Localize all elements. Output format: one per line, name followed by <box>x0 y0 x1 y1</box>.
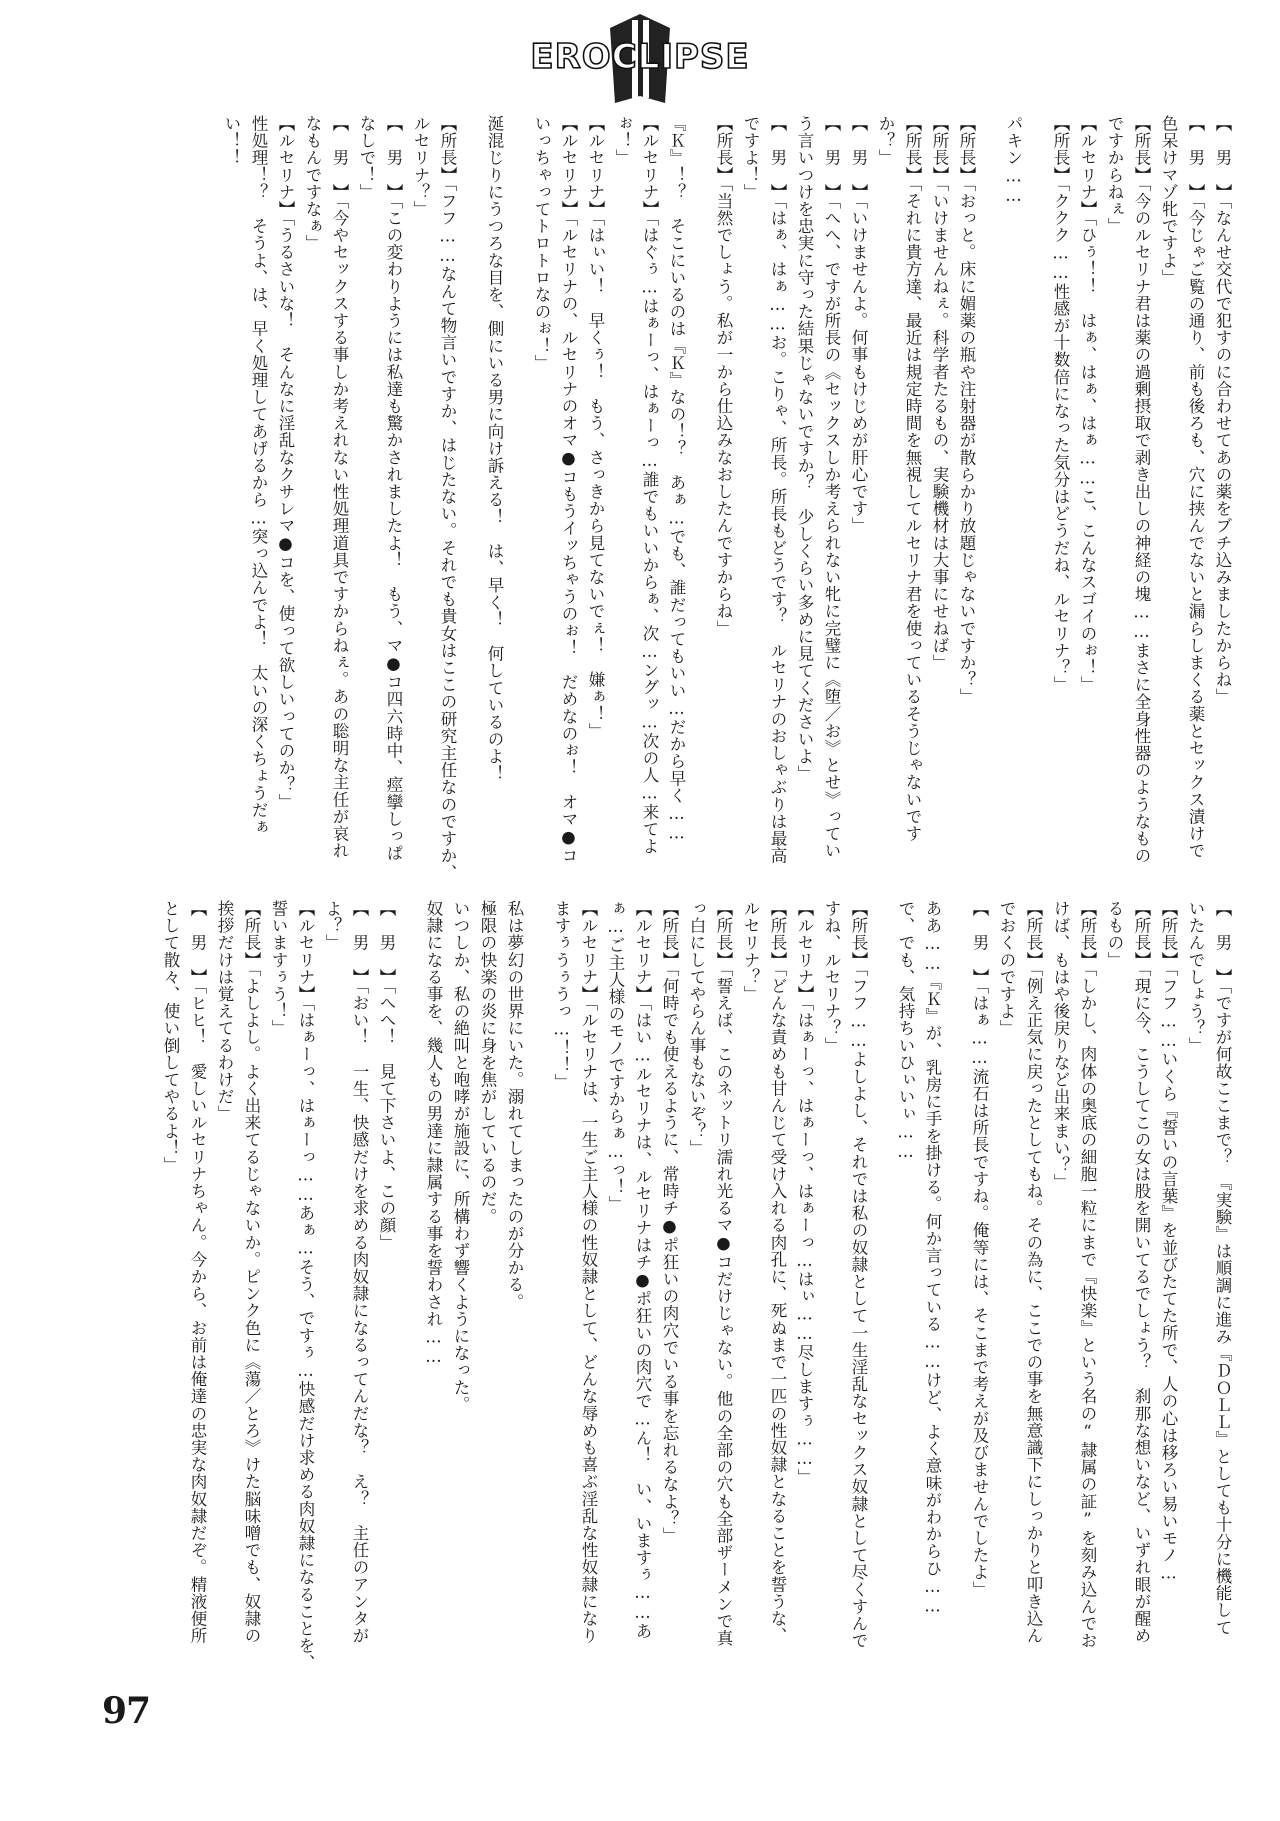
text-line: けば、もはや後戻りなど出来まい？」 <box>1051 900 1070 1191</box>
text-line: いっちゃってトロトロなのぉ！」 <box>532 115 551 372</box>
text-line: いつしか、私の絶叫と咆哮が施設に、所構わず響くようになった。 <box>451 900 470 1413</box>
text-line: ルセリナ？」 <box>411 115 430 218</box>
text-line: なしで！」 <box>357 115 376 201</box>
text-line: 【所長】「フフ……いくら『誓いの言葉』を並びたてた所で、人の心は移ろい易いモノ… <box>1159 900 1178 1584</box>
text-line: 【所長】「それに貴方達、最近は規定時間を無視してルセリナ君を使っているそうじゃないです <box>903 115 922 843</box>
text-line: 【ルセリナ】「うるさいな！ そんなに淫乱なクサレマ●コを、使って欲しいってのか？」 <box>276 115 295 811</box>
text-line: 挨拶だけは覚えてるわけだ」 <box>215 900 234 1123</box>
text-line: 【所長】「いけませんねぇ。科学者たるもの、実験機材は大事にせねば」 <box>930 115 949 672</box>
text-line: でおくのですよ」 <box>997 900 1016 1037</box>
blank-line <box>461 115 481 875</box>
text-line: 【所長】「誓えば、このネットリ濡れ光るマ●コだけじゃない。他の全部の穴も全部ザーメンで真 <box>714 900 733 1647</box>
text-line: 【ルセリナ】「はぐぅ…はぁーっ、はぁーっ…誰でもいいからぁ、次…ングッ…次の人…来てよ <box>640 115 659 855</box>
text-line: 涎混じりにうつろな目を、側にいる男に向け訴える！ は、早く！ 何しているのよ！ <box>485 115 504 782</box>
text-line: 『Ｋ』！？ そこにいるのは『Ｋ』なの！？ あぁ…でも、誰だってもいい…だから早く…… <box>667 115 686 844</box>
text-line: なもんですなぁ」 <box>303 115 322 252</box>
text-line: るもの」 <box>1105 900 1124 969</box>
text-line: い！！ <box>222 115 241 167</box>
text-line: 【 男 】「はぁ……流石は所長ですね。俺等には、そこまで考えが及びませんでしたよ」 <box>970 900 989 1598</box>
text-line: 【所長】「おっと。床に媚薬の瓶や注射器が散らかり放題じゃないですか？」 <box>957 115 976 706</box>
text-line: で、でも、気持ちいひぃいぃ…… <box>896 900 915 1162</box>
text-line: 【ルセリナ】「ルセリナの、ルセリナのオマ●コもうイッちゃうのぉ！ だめなのぉ！ オマ●コ <box>559 115 578 865</box>
text-line: 【ルセリナ】「ひぅ！！ はぁ、はぁ、はぁ……こ、こんなスゴイのぉ！」 <box>1078 115 1097 694</box>
text-line: ますぅうぅうっ…！！」 <box>552 900 571 1091</box>
text-line: 【 男 】「ですが何故ここまで？ 『実験』は順調に進み『ＤＯＬＬ』としても十分に機能して <box>1213 900 1232 1636</box>
text-line: っ白にしてやらん事もないぞ？」 <box>687 900 706 1157</box>
text-line: 【所長】「例え正気に戻ったとしてもね。その為に、ここでの事を無意識下にしっかりと叩き込ん <box>1024 900 1043 1645</box>
text-line: 【 男 】「今じゃご覧の通り、前も後ろも、穴に挟んでないと漏らしまくる薬とセックス漬けで <box>1186 115 1205 860</box>
text-line: パキン…… <box>1004 115 1023 206</box>
text-line: 奴隷になる事を、幾人もの男達に隷属する事を誓わされ…… <box>424 900 443 1367</box>
text-line: 【 男 】「おい！ 一生、快感だけを求める肉奴隷になるってんだな？ え？ 主任のアンタが <box>350 900 369 1645</box>
text-line: う言いつけを忠実に守った結果じゃないですか？ 少しくらい多めに見てくださいよ」 <box>795 115 814 782</box>
text-line: 【 男 】「いけませんよ。何事もけじめが肝心です」 <box>849 115 868 535</box>
text-line: 【 男 】「へへ、ですが所長の《セックスしか考えられない牝に完璧に《堕／お》とせ》ってい <box>822 115 841 860</box>
blank-line <box>690 115 710 875</box>
text-line: すね、ルセリナ？」 <box>822 900 841 1054</box>
text-line: 【所長】「よしよし。よく出来てるじゃないか。ピンク色に《蕩／とろ》けた脳味噌でも、奴隷の <box>242 900 261 1645</box>
text-line: ですよ！」 <box>741 115 760 201</box>
text-line: 【所長】「現に今、こうしてこの女は股を開いてるでしょう？ 刹那な想いなど、いずれ眼が醒め <box>1132 900 1151 1645</box>
eroclipse-logo <box>520 8 760 108</box>
text-line: 【所長】「ククク……性感が十数倍になった気分はどうだね、ルセリナ？」 <box>1051 115 1070 694</box>
upper-text-column <box>218 115 1236 882</box>
text-line: 【所長】「フフ……よしよし、それでは私の奴隷として一生淫乱なセックス奴隷として尽くすんで <box>849 900 868 1650</box>
text-line: 【所長】「フフ……なんて物言いですか、はじたない。それでも貴女はここの研究主任なのですか、 <box>438 115 457 882</box>
text-line: よ？」 <box>323 900 342 952</box>
text-line: 【 男 】「へへ！ 見て下さいよ、この顔」 <box>377 900 396 1251</box>
text-line: 【所長】「今のルセリナ君は薬の過剰摂取で剥き出しの神経の塊……まさに全身性器のようなもの <box>1132 115 1151 865</box>
text-line: ですからねぇ」 <box>1105 115 1124 235</box>
text-line: 【ルセリナ】「はい…ルセリナは、ルセリナはチ●ポ狂いの肉穴で…ん！ い、いますぅ……あ <box>633 900 652 1640</box>
text-line: 【所長】「しかし、肉体の奥底の細胞一粒にまで『快楽』という名の“隷属の証”を刻み込んでお <box>1078 900 1097 1650</box>
lower-text-column <box>157 900 1236 1672</box>
blank-line <box>980 115 1000 875</box>
blank-line <box>1027 115 1047 875</box>
text-line: 【ルセリナ】「ルセリナは、一生ご主人様の性奴隷として、どんな辱めも喜ぶ淫乱な性奴隷になり <box>579 900 598 1645</box>
text-line: 【 男 】「はぁ、はぁ……お。こりゃ、所長。所長もどうです？ ルセリナのおしゃぶりは最高 <box>768 115 787 865</box>
text-line: 【ルセリナ】「はぃい！ 早くぅ！ もう、さっきから見てないでぇ！ 嫌ぁ！」 <box>586 115 605 740</box>
blank-line <box>508 115 528 875</box>
text-line: 【 男 】「今やセックスする事しか考えれない性処理道具ですからねぇ。あの聡明な主任が哀れ <box>330 115 349 860</box>
text-line: 【ルセリナ】「はぁーっ、はぁーっ……あぁ…そう、ですぅ…快感だけ求める肉奴隷になることを、 <box>296 900 315 1672</box>
text-line: いたんでしょう？」 <box>1186 900 1205 1054</box>
text-line: 【所長】「何時でも使えるように、常時チ●ポ狂いの肉穴でいる事を忘れるなよ？」 <box>660 900 679 1545</box>
text-line: 誓いますぅう！」 <box>269 900 288 1037</box>
text-line: 色呆けマゾ牝ですよ」 <box>1159 115 1178 286</box>
logo-text: EROCLIPSE <box>530 37 750 77</box>
text-line: として散々、使い倒してやるよ！」 <box>161 900 180 1174</box>
text-line: 【所長】「当然でしょう。私が一から仕込みなおしたんですからね」 <box>714 115 733 637</box>
text-line: ルセリナ？」 <box>741 900 760 1003</box>
blank-line <box>946 900 966 1660</box>
text-line: 私は夢幻の世界にいた。溺れてしまったのが分かる。 <box>505 900 524 1311</box>
text-line: 【 男 】「ヒヒ！ 愛しいルセリナちゃん。今から、お前は俺達の忠実な肉奴隷だぞ。精液便所 <box>188 900 207 1645</box>
text-line: 性処理！？ そうよ、は、早く処理してあげるから…突っ込んでよ！ 太いの深くちょうだぁ <box>249 115 268 836</box>
blank-line <box>872 900 892 1660</box>
text-line: ぁ…ご主人様のモノですからぁ…っ！」 <box>606 900 625 1213</box>
text-line: 極限の快楽の炎に身を焦がしているのだ。 <box>478 900 497 1225</box>
blank-line <box>528 900 548 1660</box>
text-line: 【ルセリナ】「はぁーっ、はぁーっ、はぁーっ…はぃ……尽しますぅ……」 <box>795 900 814 1486</box>
text-line: ああ……『Ｋ』が、乳房に手を掛ける。何か言っている……けど、よく意味がわからひ…… <box>923 900 942 1617</box>
text-line: か？」 <box>876 115 895 167</box>
text-line: 【 男 】「なんせ交代で犯すのに合わせてあの薬をブチ込みましたからね」 <box>1213 115 1232 706</box>
blank-line <box>400 900 420 1660</box>
text-line: 【 男 】「この変わりようには私達も驚かされましたよ！ もう、マ●コ四六時中、痙攣しっぱ <box>384 115 403 862</box>
page-number: 97 <box>102 1690 151 1732</box>
text-line: 【所長】「どんな責めも甘んじて受け入れる肉孔に、死ぬまで一匹の性奴隷となることを誓うな、 <box>768 900 787 1645</box>
text-line: ぉ！」 <box>613 115 632 167</box>
